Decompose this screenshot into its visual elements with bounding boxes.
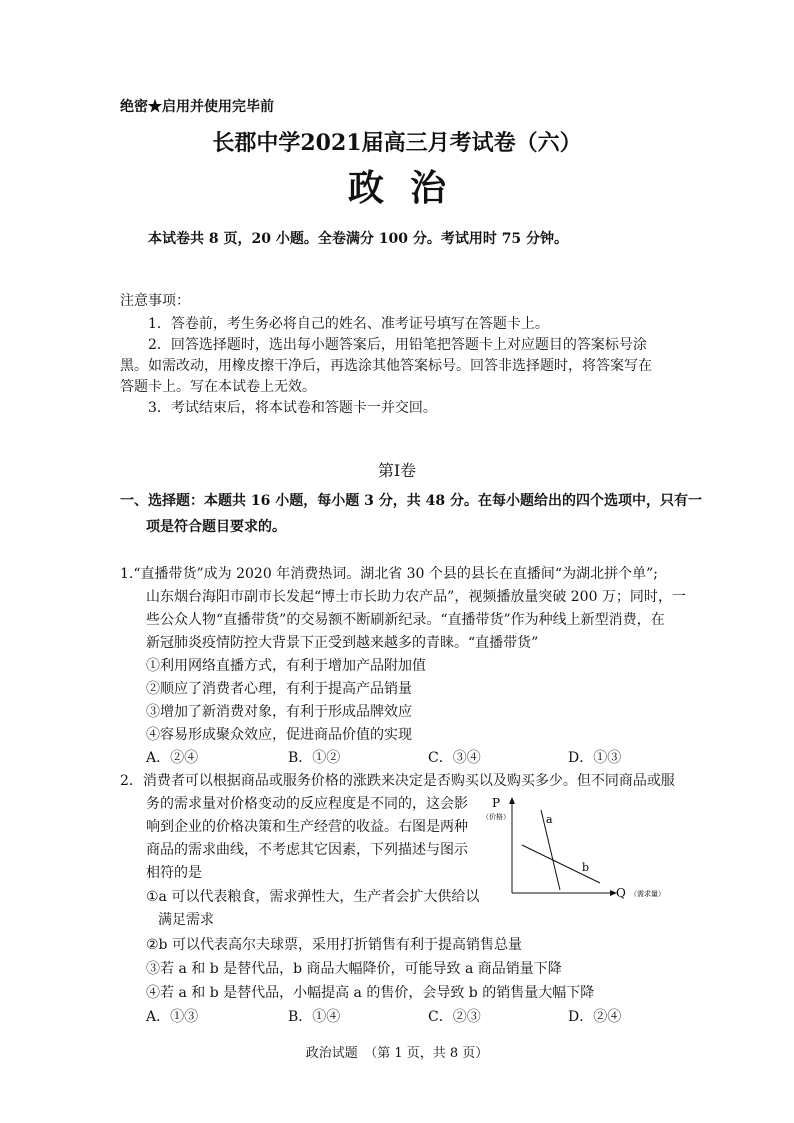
q1-option-3: ③增加了新消费对象，有利于形成品牌效应 [146,704,412,720]
section-title: 第Ⅰ卷 [377,461,417,480]
confidential-mark: 绝密★启用并使用完毕前 [120,99,274,115]
q2-choice-d: D．②④ [568,1009,622,1025]
q1-option-4: ④容易形成聚众效应，促进商品价值的实现 [146,727,412,743]
exam-info: 本试卷共 8 页，20 小题。全卷满分 100 分。考试用时 75 分钟。 [148,231,569,247]
curve-a-label: a [546,813,553,826]
q2-stem-line-1: 2．消费者可以根据商品或服务价格的涨跌来决定是否购买以及购买多少。但不同商品或服 [120,773,675,789]
notice-item-3: 3．考试结束后，将本试卷和答题卡一并交回。 [148,400,437,416]
q2-option-1-line-2: 满足需求 [158,912,214,928]
q2-choice-b: B．①④ [288,1009,341,1025]
x-axis-sublabel: （需求量） [630,890,665,898]
notice-item-2-line-3: 答题卡上。写在本试卷上无效。 [120,379,316,395]
q1-choice-d: D．①③ [568,750,622,766]
notice-item-2-line-1: 2．回答选择题时，选出每小题答案后，用铅笔把答题卡上对应题目的答案标号涂 [148,337,647,353]
q2-choice-a: A．①③ [146,1009,199,1025]
section-desc-line-1: 一、选择题：本题共 16 小题，每小题 3 分，共 48 分。在每小题给出的四个选项中，只有一 [120,493,702,509]
q2-option-3: ③若 a 和 b 是替代品，b 商品大幅降价，可能导致 a 商品销量下降 [146,961,562,977]
q1-choice-c: C．③④ [428,750,481,766]
x-axis-label: Q [616,886,626,900]
q1-choice-b: B．①② [288,750,341,766]
q2-stem-line-5: 相符的是 [146,865,202,881]
curve-b-label: b [582,861,590,874]
q1-stem-line-2: 山东烟台海阳市副市长发起“博士市长助力农产品”，视频播放量突破 200 万；同时，一 [146,589,686,605]
q1-stem-line-4: 新冠肺炎疫情防控大背景下正受到越来越多的青睐。“直播带货” [146,635,539,651]
q2-choice-c: C．②③ [428,1009,481,1025]
q2-stem-line-2: 务的需求量对价格变动的反应程度是不同的，这会影 [146,796,468,812]
y-axis-arrow-icon [509,797,515,804]
notice-item-1: 1．答卷前，考生务必将自己的姓名、准考证号填写在答题卡上。 [148,316,549,332]
q1-option-1: ①利用网络直播方式，有利于增加产品附加值 [146,658,426,674]
q2-stem-line-3: 响到企业的价格决策和生产经营的收益。右图是两种 [146,819,468,835]
notice-item-2-line-2: 黑。如需改动，用橡皮擦干净后，再选涂其他答案标号。回答非选择题时，将答案写在 [120,358,652,374]
q2-option-2: ②b 可以代表高尔夫球票，采用打折销售有利于提高销售总量 [146,937,522,953]
y-axis-sublabel: （价格） [482,813,510,821]
exam-title: 长郡中学2021届高三月考试卷（六） [212,130,582,156]
y-axis-label: P [492,796,501,810]
q2-option-4: ④若 a 和 b 是替代品，小幅提高 a 的售价，会导致 b 的销售量大幅下降 [146,985,595,1001]
section-desc-line-2: 项是符合题目要求的。 [146,519,286,535]
q1-stem-line-3: 些公众人物“直播带货”的交易额不断刷新纪录。“直播带货”作为种线上新型消费，在 [146,612,665,628]
q1-stem-line-1: 1.“直播带货”成为 2020 年消费热词。湖北省 30 个县的县长在直播间“为湖北拼个单”; [120,566,658,582]
notice-heading: 注意事项： [120,293,190,309]
page-footer: 政治试题 （第 1 页，共 8 页） [305,1046,489,1061]
demand-curve-figure [480,795,690,900]
q2-stem-line-4: 商品的需求曲线，不考虑其它因素，下列描述与图示 [146,842,468,858]
q1-choice-a: A．②④ [146,750,199,766]
q2-option-1-line-1: ①a 可以代表粮食，需求弹性大，生产者会扩大供给以 [146,889,480,905]
subject-title: 政治 [347,167,472,209]
q1-option-2: ②顺应了消费者心理，有利于提高产品销量 [146,681,412,697]
